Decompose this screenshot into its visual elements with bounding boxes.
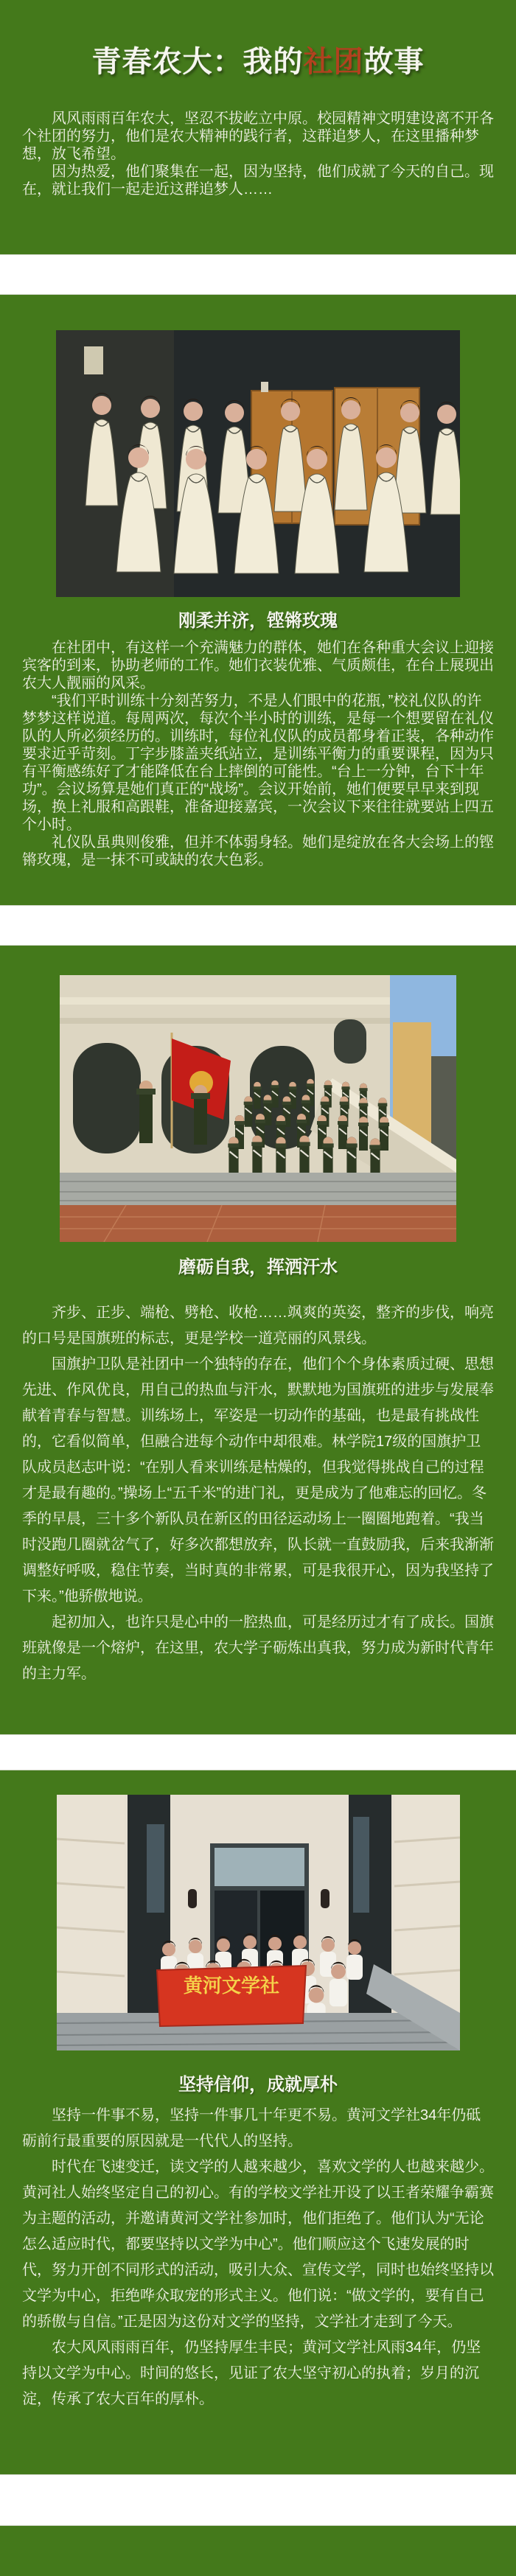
white-separator <box>0 2474 516 2526</box>
section-body <box>22 1300 494 1687</box>
body-paragraph: 齐步、正步、端枪、劈枪、收枪……飒爽的英姿，整齐的步伐，响亮的口号是国旗班的标志，更是学校一道亮丽的风景线。 <box>22 1305 494 1347</box>
window-reflection <box>353 1817 369 1913</box>
white-separator <box>0 254 516 295</box>
left-pilaster <box>57 1795 125 2050</box>
section-body <box>22 639 494 869</box>
etiquette-team-group-photo <box>56 330 460 597</box>
banner-text: 黄河文学社 <box>183 1975 279 1997</box>
white-separator <box>0 905 516 946</box>
white-separator <box>0 1734 516 1770</box>
literature-club-group-photo <box>57 1795 460 2050</box>
section-caption: 磨砺自我，挥洒汗水 <box>178 1257 338 1277</box>
flag-guard-formation-photo <box>60 975 456 1242</box>
title-highlight: 社团 <box>303 46 364 78</box>
steps <box>60 1173 456 1205</box>
body-paragraph: 礼仪队虽典则俊雅，但并不体弱身轻。她们是绽放在各大会场上的铿锵玫瑰，是一抹不可或缺的农大色彩。 <box>22 834 494 868</box>
section-flag-guard <box>0 946 516 1734</box>
body-paragraph: “我们平时训练十分刻苦努力，不是人们眼中的花瓶，”校礼仪队的许梦梦这样说道。每周两次，每次个半小时的训练，是每一个想要留在礼仪队的人所必须经历的。训练时，每位礼仪队的成员都身着正装，各种动作要求近乎苛刻。丁字步膝盖夹纸站立，是训练平衡力的重要课程，因为只有平衡感练好了才能降低在台上摔倒的可能性。“台上一分钟，台下十年功”。会议场算是她们真正的“战场”。会议开始前，她们便要早早来到现场，换上礼服和高跟鞋，准备迎接嘉宾，一次会议下来往往就要站上四五个小时。 <box>22 693 494 833</box>
body-paragraph: 起初加入，也许只是心中的一腔热血，可是经历过才有了成长。国旗班就像是一个熔炉，在这里，农大学子砺炼出真我，努力成为新时代青年的主力军。 <box>22 1614 494 1682</box>
window-reflection <box>147 1824 164 1913</box>
section-etiquette-team <box>0 295 516 905</box>
page-title <box>0 38 516 80</box>
intro-paragraph: 因为热爱，他们聚集在一起，因为坚持，他们成就了今天的自己。现在，就让我们一起走近这群追梦人…… <box>22 164 494 198</box>
brick-plaza <box>60 1205 456 1242</box>
body-paragraph: 农大风风雨雨百年，仍坚持厚生丰民；黄河文学社风雨34年，仍坚持以文学为中心。时间的悠长，见证了农大坚守初心的执着；岁月的沉淀，传承了农大百年的厚朴。 <box>22 2339 481 2407</box>
intro-text <box>22 110 494 198</box>
body-paragraph: 国旗护卫队是社团中一个独特的存在，他们个个身体素质过硬、思想先进、作风优良，用自己的热血与汗水，默默地为国旗班的进步与发展奉献着青春与智慧。训练场上，军姿是一切动作的基础，也是最有挑战性的，它看似简单，但融合进每个动作中却很难。林学院17级的国旗护卫队成员赵志叶说：“在别人看来训练是枯燥的，但我觉得挑战自己的过程才是最有趣的。”操场上“五千米”的进门礼，更是成为了他难忘的回忆。冬季的早晨，三十多个新队员在新区的田径运动场上一圈圈地跑着。“我当时没跑几圈就岔气了，好多次都想放弃，队长就一直鼓励我，后来我渐渐调整好呼吸，稳住节奏，当时真的非常累，可是我很开心，因为我坚持了下来。”他骄傲地说。 <box>22 1356 494 1605</box>
section-body <box>22 2103 494 2412</box>
title-post: 故事 <box>363 46 425 78</box>
section-header <box>0 0 516 254</box>
body-paragraph: 时代在飞速变迁，读文学的人越来越少，喜欢文学的人也越来越少。黄河社人始终坚定自己的初心。有的学校文学社开设了以王者荣耀争霸赛为主题的活动，并邀请黄河文学社参加时，他们拒绝了。他们认为“无论怎么适应时代，都要坚持以文学为中心”。他们顺应这个飞速发展的时代，努力开创不同形式的活动，吸引大众、宣传文学，同时也始终坚持以文学为中心，拒绝哗众取宠的形式主义。他们说：“做文学的，要有自己的骄傲与自信。”正是因为这份对文学的坚持，文学社才走到了今天。 <box>22 2159 494 2330</box>
body-paragraph: 坚持一件事不易，坚持一件事几十年更不易。黄河文学社34年仍砥砺前行最重要的原因就是一代代人的坚持。 <box>22 2107 481 2149</box>
intro-paragraph: 风风雨雨百年农大，坚忍不拔屹立中原。校园精神文明建设离不开各个社团的努力，他们是农大精神的践行者，这群追梦人，在这里播种梦想，放飞希望。 <box>22 111 494 162</box>
footer-green-band <box>0 2526 516 2576</box>
section-caption: 刚柔并济，铿锵玫瑰 <box>178 611 338 631</box>
title-pre: 青春农大：我的 <box>91 46 304 78</box>
wall-sign <box>84 346 103 374</box>
body-paragraph: 在社团中，有这样一个充满魅力的群体，她们在各种重大会议上迎接宾客的到来，协助老师的工作。她们衣装优雅、气质颇佳，在台上展现出农大人靓丽的风采。 <box>22 640 494 691</box>
section-caption: 坚持信仰，成就厚朴 <box>178 2075 338 2095</box>
section-literature-club <box>0 1770 516 2474</box>
club-banner <box>157 1966 306 2026</box>
